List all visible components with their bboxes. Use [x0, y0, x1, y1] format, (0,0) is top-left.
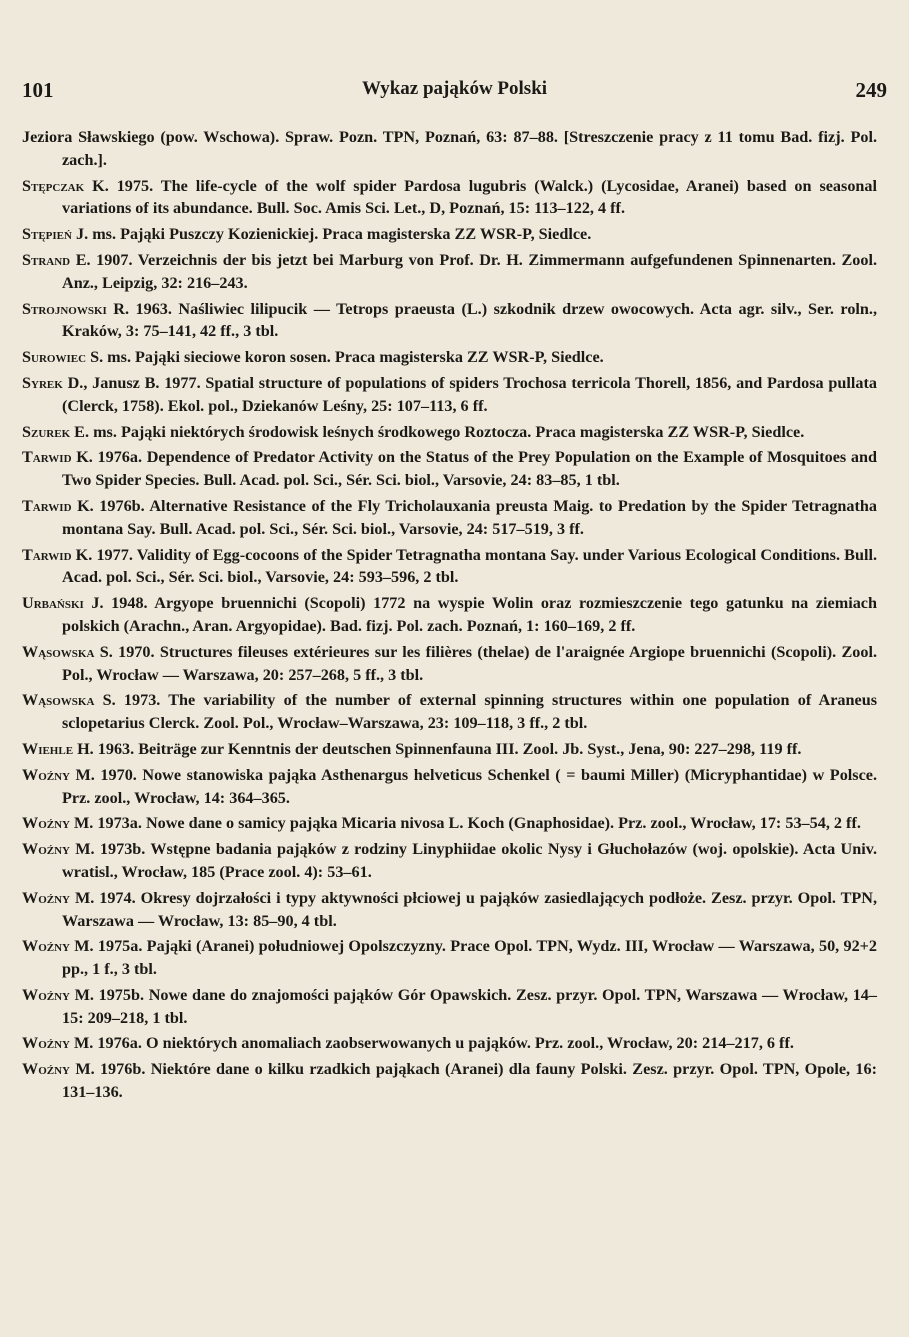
bibliography-entry [22, 495, 877, 541]
entry-text: S. 1973. The variability of the number of external spinning structures within one population of Araneus sclopetarius Clerck. Zool. Pol., Wrocław–Warszawa, 23: 109–118, 3 ff., 2 tbl. [62, 691, 877, 733]
entry-text: M. 1976b. Niektóre dane o kilku rzadkich pająkach (Aranei) dla fauny Polski. Zesz. przyr. Opol. TPN, Opole, 16: 131–136. [62, 1060, 878, 1102]
entry-author: Stępień [22, 225, 72, 244]
entry-text: K. 1977. Validity of Egg-cocoons of the Spider Tetragnatha montana Say. under Various Ecological Conditions. Bull. Acad. pol. Sci., Sér. Sci. biol., Varsovie, 24: 593–596, 2 tbl. [62, 545, 877, 587]
bibliography-list [22, 126, 877, 1107]
entry-text: M. 1973b. Wstępne badania pająków z rodziny Linyphiidae okolic Nysy i Głuchołazów (woj. opolskie). Acta Univ. wratisl., Wrocław, 185 (Prace zool. 4): 53–61. [62, 840, 877, 881]
entry-author: Woźny [22, 840, 70, 859]
page-number-left: 101 [22, 78, 54, 102]
entry-author: Szurek [22, 422, 71, 441]
bibliography-entry [22, 592, 877, 638]
entry-text: K. 1976b. Alternative Resistance of the Fly Tricholauxania preusta Maig. to Predation by the Spider Tetragnatha montana Say. Bull. Acad. pol. Sci., Sér. Sci. biol., Varsovie, 24: 517–519, 3 ff. [62, 496, 878, 538]
bibliography-entry [22, 738, 877, 761]
entry-author: Tarwid [22, 545, 72, 564]
entry-text: J. 1948. Argyope bruennichi (Scopoli) 1772 na wyspie Wolin oraz rozmieszczenie tego gatunku na ziemiach polskich (Arachn., Aran. Argyopidae). Bad. fizj. Pol. zach. Poznań, 1: 160–169, 2 ff. [62, 594, 877, 635]
entry-text: S. ms. Pająki sieciowe koron sosen. Praca magisterska ZZ WSR-P, Siedlce. [90, 348, 604, 367]
entry-author: Woźny [22, 814, 70, 833]
bibliography-entry [22, 372, 877, 418]
page-number-right: 249 [855, 78, 887, 102]
bibliography-entry [22, 126, 877, 172]
entry-text: M. 1974. Okresy dojrzałości i typy aktywności płciowej u pająków zasiedlających podłoże. Zesz. przyr. Opol. TPN, Warszawa — Wrocław, 13: 85–90, 4 tbl. [62, 888, 878, 930]
entry-text: K. 1975. The life-cycle of the wolf spider Pardosa lugubris (Walck.) (Lycosidae, Aranei) based on seasonal variations of its abundance. Bull. Soc. Amis Sci. Let., D, Poznań, 15: 113–122, 4 ff. [62, 176, 878, 218]
bibliography-entry [22, 249, 877, 295]
entry-author: Wąsowska [22, 642, 95, 661]
entry-author: Woźny [22, 1060, 70, 1079]
entry-author: Woźny [22, 888, 70, 907]
entry-text: E. ms. Pająki niektórych środowisk leśnych środkowego Roztocza. Praca magisterska ZZ WSR-P, Siedlce. [74, 422, 805, 441]
entry-author: Woźny [22, 1034, 70, 1053]
entry-text: M. 1970. Nowe stanowiska pająka Asthenargus helveticus Schenkel ( = baumi Miller) (Micryphantidae) w Polsce. Prz. zool., Wrocław, 14: 364–365. [62, 765, 878, 807]
bibliography-entry [22, 812, 877, 835]
bibliography-entry [22, 346, 877, 369]
entry-author: Urbański [22, 594, 84, 613]
entry-author: Woźny [22, 937, 70, 956]
page-header [22, 78, 887, 108]
entry-author: Wąsowska [22, 691, 95, 710]
bibliography-entry [22, 689, 877, 735]
entry-text: S. 1970. Structures fileuses extérieures sur les filières (thelae) de l'araignée Argiope bruennichi (Scopoli). Zool. Pol., Wrocław — Warszawa, 20: 257–268, 5 ff., 3 tbl. [62, 642, 877, 684]
entry-text: M. 1975a. Pająki (Aranei) południowej Opolszczyzny. Prace Opol. TPN, Wydz. III, Wrocław — Warszawa, 50, 92+2 pp., 1 f., 3 tbl. [62, 937, 878, 979]
bibliography-entry [22, 838, 877, 884]
entry-text: Jeziora Sławskiego (pow. Wschowa). Spraw. Pozn. TPN, Poznań, 63: 87–88. [Streszczenie pracy z 11 tomu Bad. fizj. Pol. zach.]. [22, 128, 877, 169]
bibliography-entry [22, 298, 877, 344]
entry-text: D., Janusz B. 1977. Spatial structure of populations of spiders Trochosa terricola Thorell, 1856, and Pardosa pullata (Clerck, 1758). Ekol. pol., Dziekanów Leśny, 25: 107–113, 6 ff. [62, 373, 877, 415]
entry-text: M. 1973a. Nowe dane o samicy pająka Micaria nivosa L. Koch (Gnaphosidae). Prz. zool., Wrocław, 17: 53–54, 2 ff. [74, 814, 861, 833]
entry-text: E. 1907. Verzeichnis der bis jetzt bei Marburg von Prof. Dr. H. Zimmermann aufgefundenen Spinnenarten. Zool. Anz., Leipzig, 32: 216–243. [62, 250, 878, 292]
entry-text: M. 1975b. Nowe dane do znajomości pająków Gór Opawskich. Zesz. przyr. Opol. TPN, Warszawa — Wrocław, 14–15: 209–218, 1 tbl. [62, 985, 877, 1027]
entry-text: M. 1976a. O niektórych anomaliach zaobserwowanych u pająków. Prz. zool., Wrocław, 20: 214–217, 6 ff. [74, 1034, 794, 1053]
bibliography-entry [22, 984, 877, 1030]
entry-author: Syrek [22, 373, 63, 392]
entry-text: J. ms. Pająki Puszczy Kozienickiej. Praca magisterska ZZ WSR-P, Siedlce. [76, 225, 592, 244]
bibliography-entry [22, 421, 877, 444]
bibliography-entry [22, 544, 877, 590]
entry-author: Tarwid [22, 496, 72, 515]
bibliography-entry [22, 175, 877, 221]
bibliography-entry [22, 1032, 877, 1055]
running-title: Wykaz pająków Polski [361, 78, 548, 99]
entry-author: Wiehle [22, 739, 74, 758]
entry-text: K. 1976a. Dependence of Predator Activity on the Status of the Prey Population on the Example of Mosquitoes and Two Spider Species. Bull. Acad. pol. Sci., Sér. Sci. biol., Varsovie, 24: 83–85, 1 tbl. [62, 448, 877, 490]
entry-text: H. 1963. Beiträge zur Kenntnis der deutschen Spinnenfauna III. Zool. Jb. Syst., Jena, 90: 227–298, 119 ff. [77, 739, 802, 758]
entry-author: Tarwid [22, 448, 72, 467]
entry-author: Woźny [22, 765, 70, 784]
bibliography-entry [22, 935, 877, 981]
entry-author: Woźny [22, 985, 70, 1004]
bibliography-entry [22, 446, 877, 492]
entry-author: Stępczak [22, 176, 85, 195]
bibliography-entry [22, 641, 877, 687]
bibliography-entry [22, 223, 877, 246]
entry-author: Strojnowski [22, 299, 107, 318]
entry-author: Strand [22, 250, 71, 269]
bibliography-entry [22, 887, 877, 933]
entry-text: R. 1963. Naśliwiec lilipucik — Tetrops praeusta (L.) szkodnik drzew owocowych. Acta agr. silv., Ser. roln., Kraków, 3: 75–141, 42 ff., 3 tbl. [62, 299, 878, 341]
bibliography-entry [22, 1058, 877, 1104]
bibliography-entry [22, 764, 877, 810]
entry-author: Surowiec [22, 348, 87, 367]
